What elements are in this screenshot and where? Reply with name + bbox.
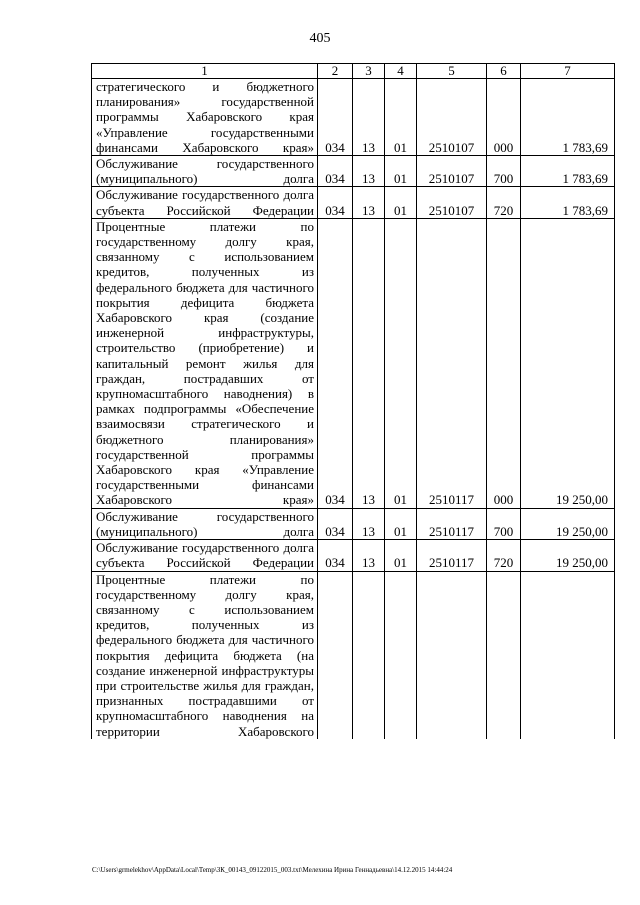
cell-target-article: 2510107 [417,79,487,156]
cell-ministry-code: 034 [318,218,353,508]
column-header: 3 [353,64,385,79]
column-header: 4 [385,64,417,79]
cell-target-article: 2510107 [417,187,487,218]
cell-amount: 1 783,69 [521,79,615,156]
table-row [92,218,615,508]
cell-target-article [417,571,487,739]
table-row [92,156,615,187]
cell-ministry-code: 034 [318,508,353,539]
cell-expense-type: 700 [487,156,521,187]
cell-section: 13 [353,508,385,539]
cell-amount: 1 783,69 [521,156,615,187]
column-header: 2 [318,64,353,79]
cell-ministry-code: 034 [318,156,353,187]
cell-section: 13 [353,187,385,218]
column-header: 1 [92,64,318,79]
cell-expense-type [487,571,521,739]
cell-expense-type: 000 [487,79,521,156]
row-description: Обслуживание государственного (муниципального) долга [92,156,318,187]
cell-target-article: 2510107 [417,156,487,187]
cell-ministry-code: 034 [318,187,353,218]
cell-subsection: 01 [385,187,417,218]
cell-amount: 19 250,00 [521,508,615,539]
row-description: Обслуживание государственного долга субъекта Российской Федерации [92,187,318,218]
page-number: 405 [309,31,331,46]
cell-expense-type: 720 [487,540,521,571]
column-header: 6 [487,64,521,79]
cell-amount [521,571,615,739]
table-row [92,571,615,739]
header-row [92,64,615,79]
column-header: 5 [417,64,487,79]
row-description: Обслуживание государственного долга субъекта Российской Федерации [92,540,318,571]
file-path-footer: C:\Users\grmelekhov\AppData\Local\Temp\ЗК_00143_09122015_003.txt\Мелехина Ирина Геннадьевна\14.12.2015 14:44:24 [92,866,453,874]
cell-subsection: 01 [385,508,417,539]
table-row [92,79,615,156]
cell-subsection [385,571,417,739]
cell-target-article: 2510117 [417,218,487,508]
table-row [92,187,615,218]
cell-section: 13 [353,218,385,508]
table-row [92,540,615,571]
cell-subsection: 01 [385,540,417,571]
cell-ministry-code [318,571,353,739]
cell-ministry-code: 034 [318,79,353,156]
cell-subsection: 01 [385,218,417,508]
cell-ministry-code: 034 [318,540,353,571]
row-description: Обслуживание государственного (муниципального) долга [92,508,318,539]
budget-table [91,63,615,739]
cell-section [353,571,385,739]
row-description: Процентные платежи по государственному долгу края, связанному с использованием кредитов, полученных из федерального бюджета для частичного покрытия дефицита бюджета (на создание инженерной инфраструктуры при строительстве жилья для граждан, признанных пострадавшими от крупномасштабного наводнения на территории Хабаровского [92,571,318,739]
cell-target-article: 2510117 [417,540,487,571]
cell-section: 13 [353,79,385,156]
cell-expense-type: 000 [487,218,521,508]
cell-subsection: 01 [385,79,417,156]
cell-section: 13 [353,540,385,571]
row-description: стратегического и бюджетного планирования» государственной программы Хабаровского края «Управление государственными финансами Хабаровского края» [92,79,318,156]
cell-expense-type: 700 [487,508,521,539]
row-description: Процентные платежи по государственному долгу края, связанному с использованием кредитов, полученных из федерального бюджета для частичного покрытия дефицита бюджета Хабаровского края (создание инженерной инфраструктуры, строительство (приобретение) и капитальный ремонт жилья для граждан, пострадавших от крупномасштабного наводнения) в рамках подпрограммы «Обеспечение взаимосвязи стратегического и бюджетного планирования» государственной программы Хабаровского края «Управление государственными финансами Хабаровского края» [92,218,318,508]
table-row [92,508,615,539]
cell-amount: 19 250,00 [521,540,615,571]
cell-amount: 19 250,00 [521,218,615,508]
cell-amount: 1 783,69 [521,187,615,218]
cell-target-article: 2510117 [417,508,487,539]
cell-expense-type: 720 [487,187,521,218]
column-header: 7 [521,64,615,79]
cell-section: 13 [353,156,385,187]
cell-subsection: 01 [385,156,417,187]
